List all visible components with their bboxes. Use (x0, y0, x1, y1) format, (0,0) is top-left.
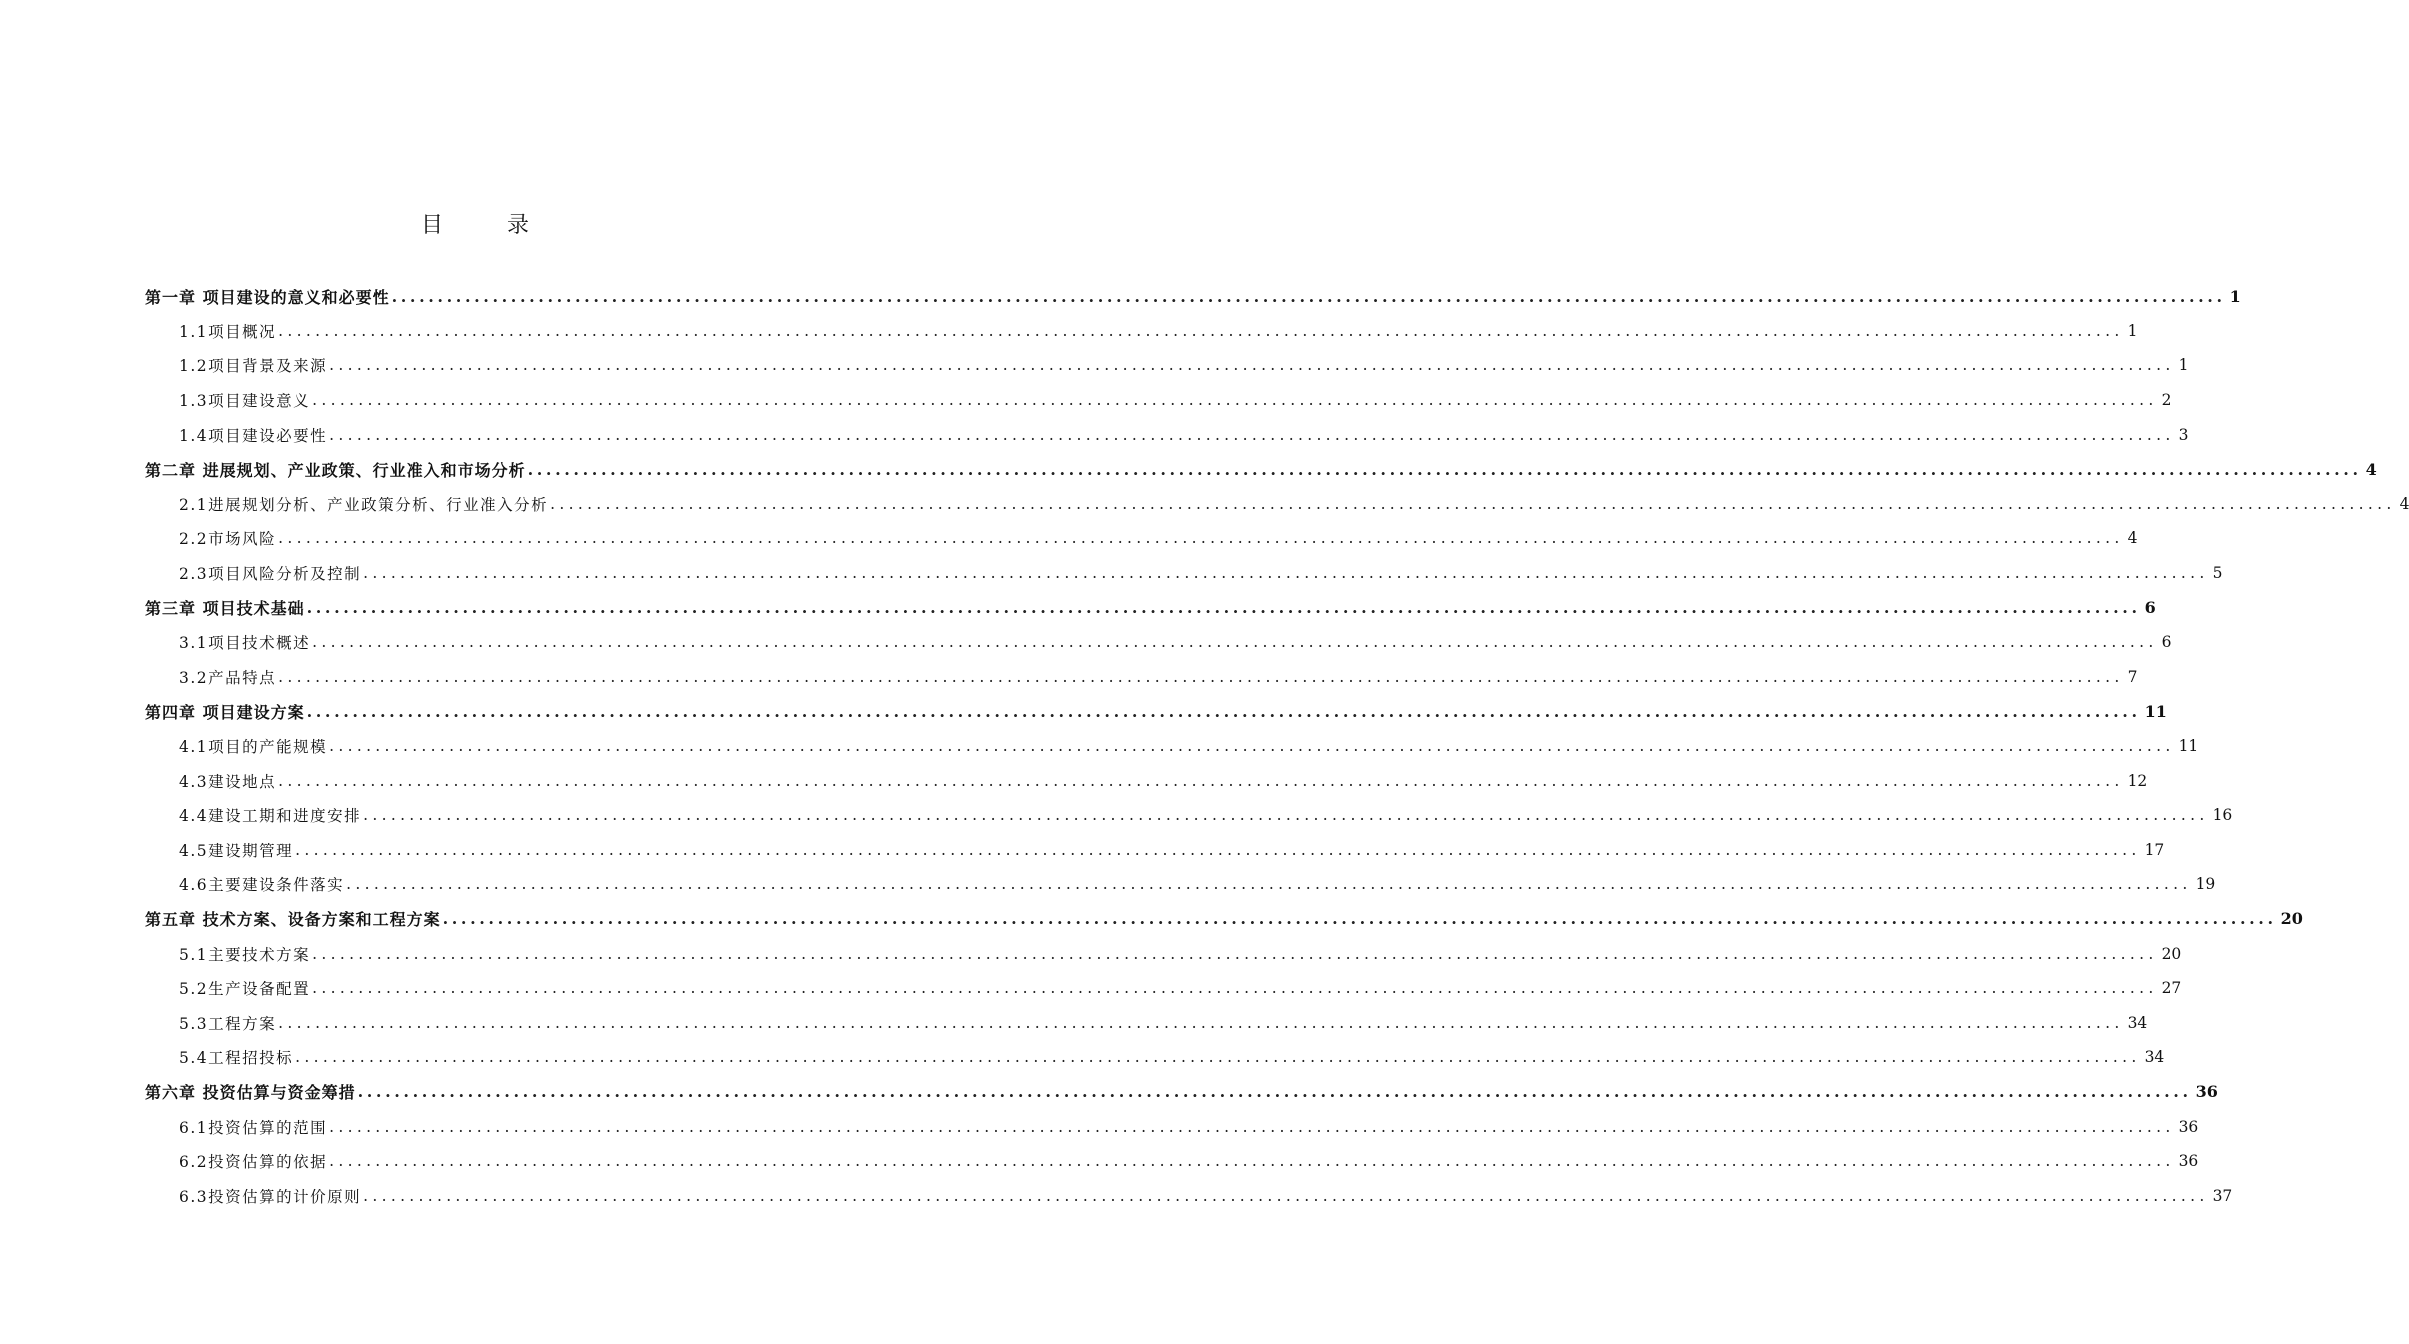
dot-leader: ........................................................................................................................................................................................................ (312, 979, 2158, 998)
toc-chapter-entry[interactable] (145, 279, 2241, 314)
toc-section-entry[interactable] (145, 867, 2216, 902)
toc-entry-label: 4.5建设期管理 (179, 841, 294, 860)
dot-leader: ........................................................................................................................................................................................................ (442, 909, 2277, 929)
toc-entry-label: 5.1主要技术方案 (179, 945, 311, 964)
toc-page-number: 11 (2144, 701, 2167, 721)
toc-section-entry[interactable] (145, 314, 2138, 349)
toc-section-entry[interactable] (145, 763, 2148, 798)
toc-page-number: 2 (2161, 391, 2172, 410)
dot-leader: ........................................................................................................................................................................................................ (278, 529, 2124, 548)
toc-page-number: 36 (2195, 1082, 2218, 1102)
toc-page-number: 11 (2178, 737, 2199, 756)
toc-entry-label: 第一章 项目建设的意义和必要性 (145, 287, 390, 307)
toc-entry-label: 5.3工程方案 (179, 1014, 277, 1033)
dot-leader: ........................................................................................................................................................................................................ (295, 1048, 2141, 1067)
dot-leader: ........................................................................................................................................................................................................ (312, 944, 2158, 963)
toc-page-number: 4 (2399, 494, 2409, 513)
dot-leader: ........................................................................................................................................................................................................ (278, 1013, 2124, 1032)
toc-page-number: 36 (2178, 1152, 2199, 1171)
toc-chapter-entry[interactable] (145, 1075, 2218, 1110)
title-char-2: 录 (507, 213, 530, 238)
toc-page-number: 17 (2144, 840, 2165, 859)
toc-section-entry[interactable] (145, 971, 2182, 1006)
dot-leader: ........................................................................................................................................................................................................ (278, 771, 2124, 790)
toc-page-number: 34 (2144, 1048, 2165, 1067)
dot-leader: ........................................................................................................................................................................................................ (295, 840, 2141, 859)
dot-leader: ........................................................................................................................................................................................................ (329, 1152, 2175, 1171)
toc-section-entry[interactable] (145, 1109, 2199, 1144)
dot-leader: ........................................................................................................................................................................................................ (357, 1082, 2192, 1102)
toc-entry-label: 第六章 投资估算与资金筹措 (145, 1083, 356, 1103)
toc-page-number: 36 (2178, 1117, 2199, 1136)
toc-entry-label: 1.3项目建设意义 (179, 392, 311, 411)
toc-page-number: 6 (2144, 598, 2156, 618)
dot-leader: ........................................................................................................................................................................................................ (278, 321, 2124, 340)
dot-leader: ........................................................................................................................................................................................................ (306, 598, 2141, 618)
toc-page-number: 7 (2127, 667, 2138, 686)
toc-entry-label: 1.4项目建设必要性 (179, 426, 328, 445)
toc-entry-label: 第四章 项目建设方案 (145, 702, 305, 722)
title-char-1: 目 (420, 213, 443, 238)
toc-page-number: 1 (2229, 286, 2241, 306)
toc-section-entry[interactable] (145, 417, 2189, 452)
toc-entry-label: 3.1项目技术概述 (179, 634, 311, 653)
dot-leader: ........................................................................................................................................................................................................ (312, 391, 2158, 410)
dot-leader: ........................................................................................................................................................................................................ (550, 494, 2396, 513)
dot-leader: ........................................................................................................................................................................................................ (329, 356, 2175, 375)
dot-leader: ........................................................................................................................................................................................................ (391, 286, 2226, 306)
toc-chapter-entry[interactable] (145, 902, 2303, 937)
toc-entry-label: 4.3建设地点 (179, 772, 277, 791)
toc-entry-label: 4.1项目的产能规模 (179, 738, 328, 757)
toc-page-number: 4 (2365, 459, 2377, 479)
toc-entry-label: 4.6主要建设条件落实 (179, 876, 345, 895)
toc-page-number: 1 (2178, 356, 2189, 375)
toc-page-number: 6 (2161, 633, 2172, 652)
toc-section-entry[interactable] (145, 660, 2138, 695)
dot-leader: ........................................................................................................................................................................................................ (363, 1186, 2209, 1205)
toc-entry-label: 6.2投资估算的依据 (179, 1153, 328, 1172)
toc-entry-label: 第五章 技术方案、设备方案和工程方案 (145, 910, 441, 930)
toc-page-number: 12 (2127, 771, 2148, 790)
toc-entry-label: 第三章 项目技术基础 (145, 599, 305, 619)
dot-leader: ........................................................................................................................................................................................................ (346, 875, 2192, 894)
toc-page-number: 1 (2127, 321, 2138, 340)
toc-section-entry[interactable] (145, 487, 2409, 522)
dot-leader: ........................................................................................................................................................................................................ (329, 1117, 2175, 1136)
toc-section-entry[interactable] (145, 833, 2165, 868)
toc-entry-label: 2.1进展规划分析、产业政策分析、行业准入分析 (179, 495, 549, 514)
toc-section-entry[interactable] (145, 556, 2223, 591)
dot-leader: ........................................................................................................................................................................................................ (329, 737, 2175, 756)
page-title (0, 208, 950, 239)
toc-entry-label: 6.1投资估算的范围 (179, 1118, 328, 1137)
toc-page-number: 20 (2161, 944, 2182, 963)
toc-entry-label: 4.4建设工期和进度安排 (179, 807, 362, 826)
toc-chapter-entry[interactable] (145, 590, 2156, 625)
toc-page-number: 19 (2195, 875, 2216, 894)
dot-leader: ........................................................................................................................................................................................................ (306, 701, 2141, 721)
dot-leader: ........................................................................................................................................................................................................ (329, 425, 2175, 444)
toc-section-entry[interactable] (145, 1144, 2199, 1179)
toc-section-entry[interactable] (145, 1005, 2148, 1040)
toc-page-number: 4 (2127, 529, 2138, 548)
toc-section-entry[interactable] (145, 1178, 2233, 1213)
toc-page-number: 16 (2212, 806, 2233, 825)
toc-entry-label: 2.3项目风险分析及控制 (179, 565, 362, 584)
toc-entry-label: 5.2生产设备配置 (179, 980, 311, 999)
toc-section-entry[interactable] (145, 625, 2172, 660)
toc-entry-label: 6.3投资估算的计价原则 (179, 1187, 362, 1206)
dot-leader: ........................................................................................................................................................................................................ (363, 564, 2209, 583)
dot-leader: ........................................................................................................................................................................................................ (363, 806, 2209, 825)
toc-section-entry[interactable] (145, 521, 2138, 556)
dot-leader: ........................................................................................................................................................................................................ (312, 633, 2158, 652)
toc-page-number: 3 (2178, 425, 2189, 444)
toc-entry-label: 1.2项目背景及来源 (179, 357, 328, 376)
toc-section-entry[interactable] (145, 729, 2199, 764)
dot-leader: ........................................................................................................................................................................................................ (278, 667, 2124, 686)
toc-page-number: 20 (2280, 909, 2303, 929)
toc-page-number: 34 (2127, 1013, 2148, 1032)
toc-section-entry[interactable] (145, 936, 2182, 971)
toc-entry-label: 第二章 进展规划、产业政策、行业准入和市场分析 (145, 460, 526, 480)
table-of-contents (145, 279, 2409, 1213)
toc-page-number: 27 (2161, 979, 2182, 998)
toc-section-entry[interactable] (145, 383, 2172, 418)
toc-entry-label: 5.4工程招投标 (179, 1049, 294, 1068)
toc-entry-label: 2.2市场风险 (179, 530, 277, 549)
dot-leader: ........................................................................................................................................................................................................ (527, 459, 2362, 479)
toc-entry-label: 3.2产品特点 (179, 668, 277, 687)
toc-entry-label: 1.1项目概况 (179, 322, 277, 341)
toc-chapter-entry[interactable] (145, 694, 2167, 729)
toc-chapter-entry[interactable] (145, 452, 2377, 487)
toc-section-entry[interactable] (145, 1040, 2165, 1075)
toc-section-entry[interactable] (145, 348, 2189, 383)
toc-page-number: 37 (2212, 1186, 2233, 1205)
toc-section-entry[interactable] (145, 798, 2233, 833)
toc-page-number: 5 (2212, 564, 2223, 583)
